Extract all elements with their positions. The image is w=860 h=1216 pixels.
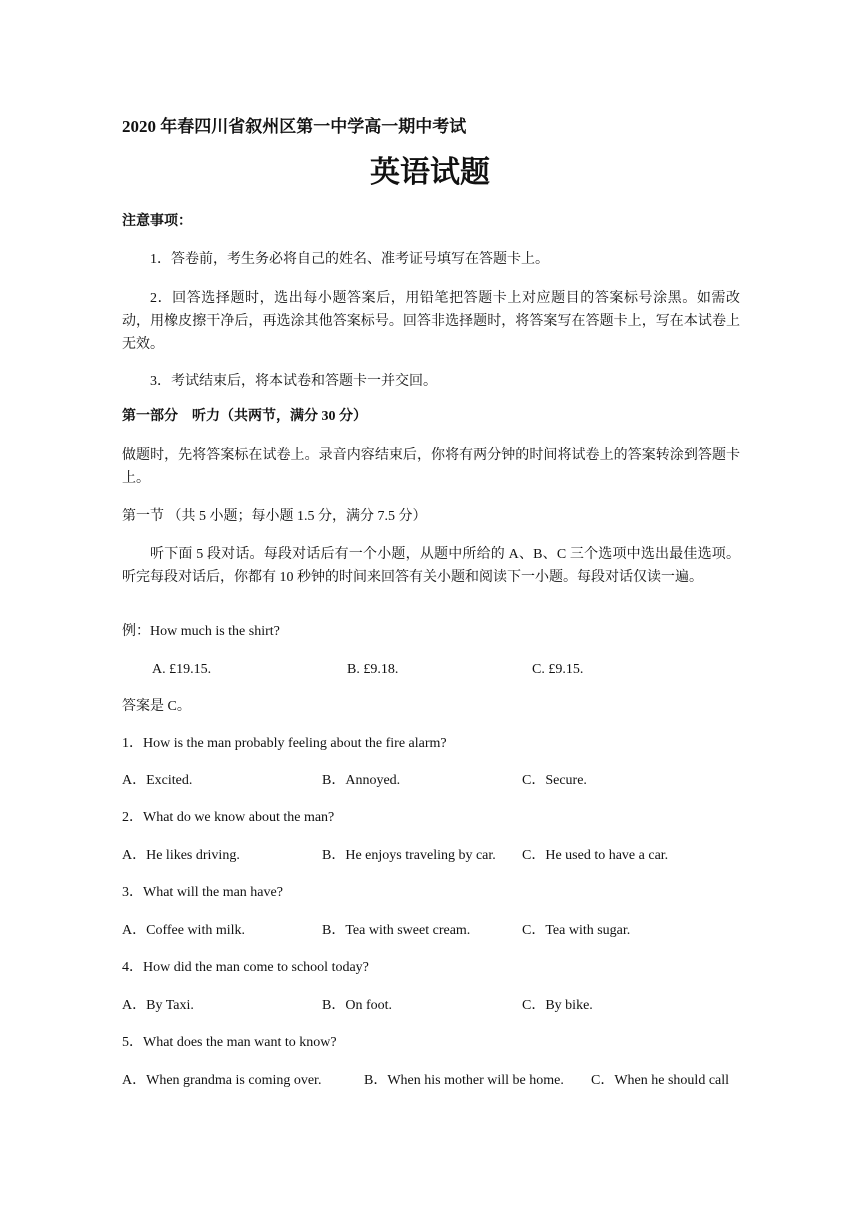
q5-option-c: C．When he should call [591, 1073, 730, 1088]
example-question: 例：How much is the shirt? [122, 624, 280, 639]
part1-heading: 第一部分 听力（共两节，满分 30 分） [122, 409, 367, 424]
q1-option-a: A．Excited. [122, 773, 193, 788]
q4-option-a: A．By Taxi. [122, 998, 194, 1013]
q3-option-c: C．Tea with sugar. [522, 923, 631, 938]
q1-option-b: B．Annoyed. [322, 773, 401, 788]
note-item-3: 3．考试结束后，将本试卷和答题卡一并交回。 [150, 374, 437, 389]
question-4: 4．How did the man come to school today? [122, 960, 369, 975]
q1-option-c: C．Secure. [522, 773, 587, 788]
question-3: 3．What will the man have? [122, 885, 283, 900]
note-item-2: 2．回答选择题时，选出每小题答案后，用铅笔把答题卡上对应题目的答案标号涂黑。如需改动，用橡皮擦干净后，再选涂其他答案标号。回答非选择题时，将答案写在答题卡上，写在本试卷上无效。 [122, 291, 740, 352]
section1-instruction: 听下面 5 段对话。每段对话后有一个小题，从题中所给的 A、B、C 三个选项中选出最佳选项。听完每段对话后，你都有 10 秒钟的时间来回答有关小题和阅读下一小题。每段对话仅读一遍。 [122, 547, 740, 585]
part1-instruction: 做题时，先将答案标在试卷上。录音内容结束后，你将有两分钟的时间将试卷上的答案转涂到答题卡上。 [122, 448, 740, 486]
q2-option-b: B．He enjoys traveling by car. [322, 848, 496, 863]
q5-option-a: A．When grandma is coming over. [122, 1073, 322, 1088]
q2-option-c: C．He used to have a car. [522, 848, 669, 863]
question-1: 1．How is the man probably feeling about the fire alarm? [122, 736, 447, 751]
exam-title: 2020 年春四川省叙州区第一中学高一期中考试 [122, 117, 467, 136]
q4-option-c: C．By bike. [522, 998, 593, 1013]
example-option-b: B. £9.18. [347, 662, 399, 677]
example-option-c: C. £9.15. [532, 662, 584, 677]
q2-option-a: A．He likes driving. [122, 848, 240, 863]
subject-title: 英语试题 [370, 156, 490, 189]
note-item-1: 1．答卷前，考生务必将自己的姓名、准考证号填写在答题卡上。 [150, 252, 549, 267]
example-answer: 答案是 C。 [122, 699, 191, 714]
notes-heading: 注意事项： [122, 214, 192, 229]
q3-option-b: B．Tea with sweet cream. [322, 923, 471, 938]
section1-heading: 第一节 （共 5 小题；每小题 1.5 分，满分 7.5 分） [122, 509, 427, 524]
q4-option-b: B．On foot. [322, 998, 392, 1013]
q5-option-b: B．When his mother will be home. [364, 1073, 564, 1088]
example-option-a: A. £19.15. [152, 662, 212, 677]
q3-option-a: A．Coffee with milk. [122, 923, 246, 938]
question-2: 2．What do we know about the man? [122, 810, 335, 825]
question-5: 5．What does the man want to know? [122, 1035, 337, 1050]
